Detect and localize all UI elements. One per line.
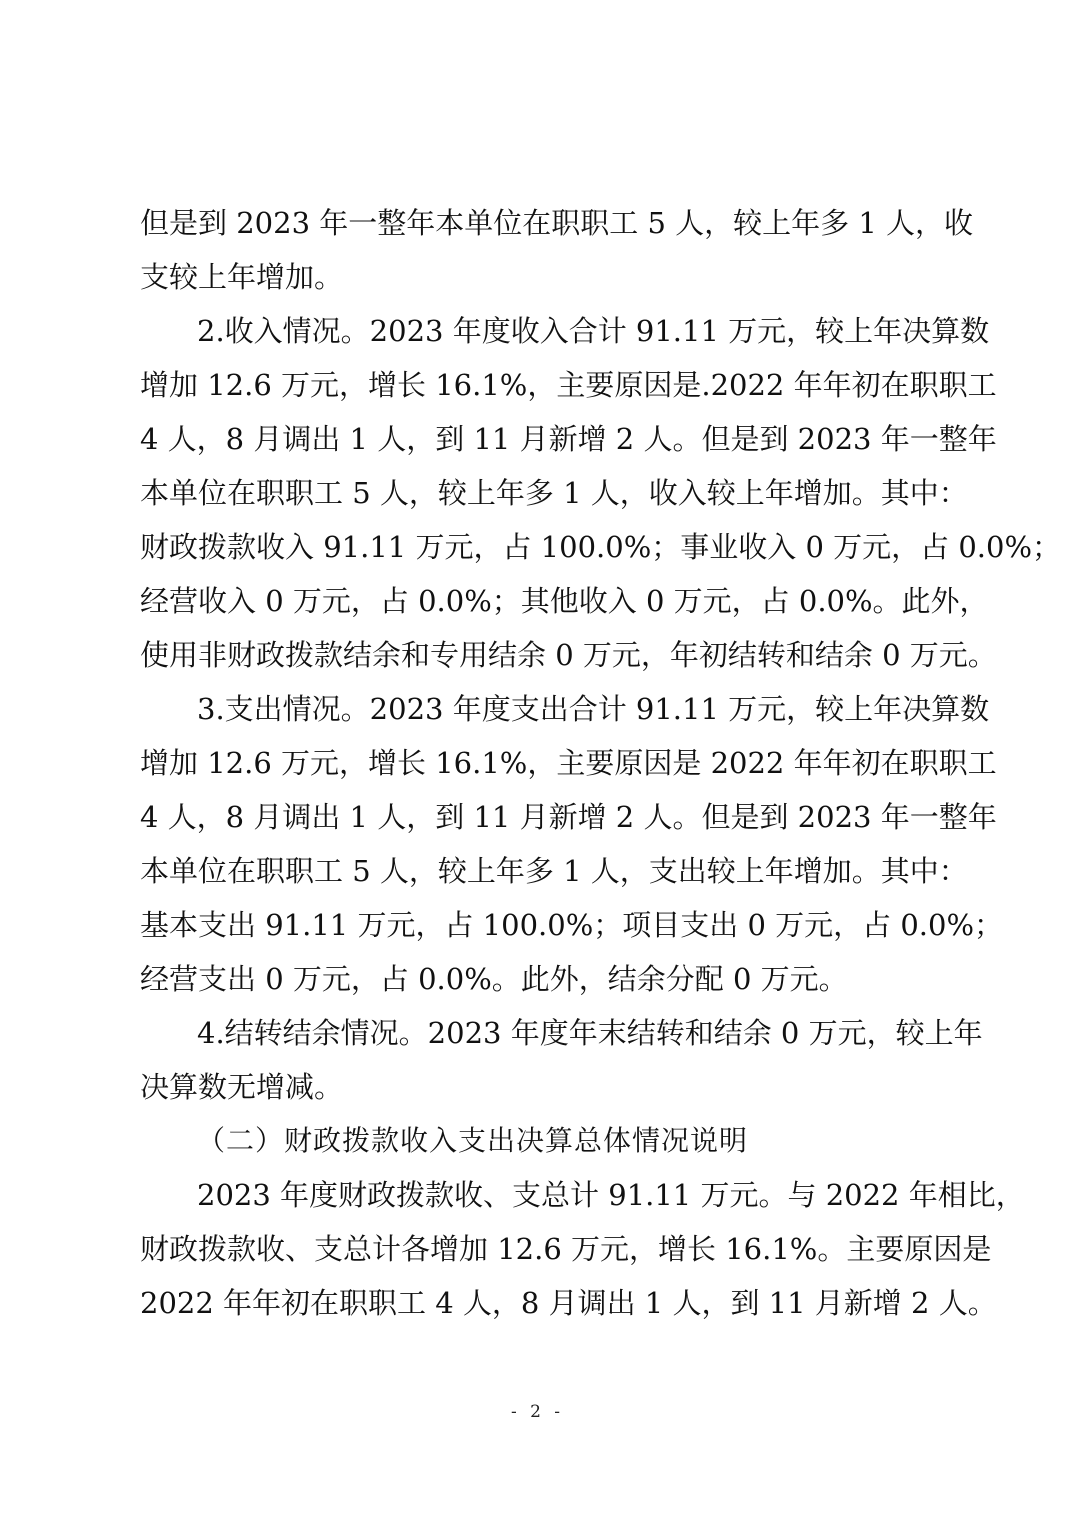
paragraph-fiscal-line-1: 2023 年度财政拨款收、支总计 91.11 万元。与 2022 年相比， — [197, 1178, 1025, 1212]
text-line-1: 但是到 2023 年一整年本单位在职职工 5 人，较上年多 1 人，收 — [140, 206, 974, 240]
paragraph-income-line-3: 4 人，8 月调出 1 人，到 11 月新增 2 人。但是到 2023 年一整年 — [140, 422, 997, 456]
paragraph-income-line-4: 本单位在职职工 5 人，较上年多 1 人，收入较上年增加。其中： — [140, 476, 968, 510]
section-heading: （二）财政拨款收入支出决算总体情况说明 — [197, 1124, 749, 1157]
paragraph-fiscal-line-2: 财政拨款收、支总计各增加 12.6 万元，增长 16.1%。主要原因是 — [140, 1232, 992, 1266]
paragraph-income-line-7: 使用非财政拨款结余和专用结余 0 万元，年初结转和结余 0 万元。 — [140, 638, 997, 672]
paragraph-income-line-2: 增加 12.6 万元，增长 16.1%，主要原因是.2022 年年初在职职工 — [140, 368, 997, 402]
paragraph-expense-line-5: 基本支出 91.11 万元，占 100.0%；项目支出 0 万元，占 0.0%； — [140, 908, 1004, 942]
paragraph-income-line-6: 经营收入 0 万元，占 0.0%；其他收入 0 万元，占 0.0%。此外， — [140, 584, 989, 618]
paragraph-expense-line-1: 3.支出情况。2023 年度支出合计 91.11 万元，较上年决算数 — [197, 692, 990, 726]
paragraph-income-line-1: 2.收入情况。2023 年度收入合计 91.11 万元，较上年决算数 — [197, 314, 990, 348]
paragraph-expense-line-6: 经营支出 0 万元，占 0.0%。此外，结余分配 0 万元。 — [140, 962, 848, 996]
paragraph-fiscal-line-3: 2022 年年初在职职工 4 人，8 月调出 1 人，到 11 月新增 2 人。 — [140, 1286, 997, 1320]
paragraph-income-line-5: 财政拨款收入 91.11 万元，占 100.0%；事业收入 0 万元，占 0.0%； — [140, 530, 1062, 564]
text-line-2: 支较上年增加。 — [140, 260, 344, 294]
paragraph-carryover-line-2: 决算数无增减。 — [140, 1070, 344, 1104]
paragraph-carryover-line-1: 4.结转结余情况。2023 年度年末结转和结余 0 万元，较上年 — [197, 1016, 983, 1050]
paragraph-expense-line-4: 本单位在职职工 5 人，较上年多 1 人，支出较上年增加。其中： — [140, 854, 968, 888]
paragraph-expense-line-2: 增加 12.6 万元，增长 16.1%，主要原因是 2022 年年初在职职工 — [140, 746, 997, 780]
paragraph-expense-line-3: 4 人，8 月调出 1 人，到 11 月新增 2 人。但是到 2023 年一整年 — [140, 800, 997, 834]
page-number: - 2 - — [510, 1402, 565, 1422]
